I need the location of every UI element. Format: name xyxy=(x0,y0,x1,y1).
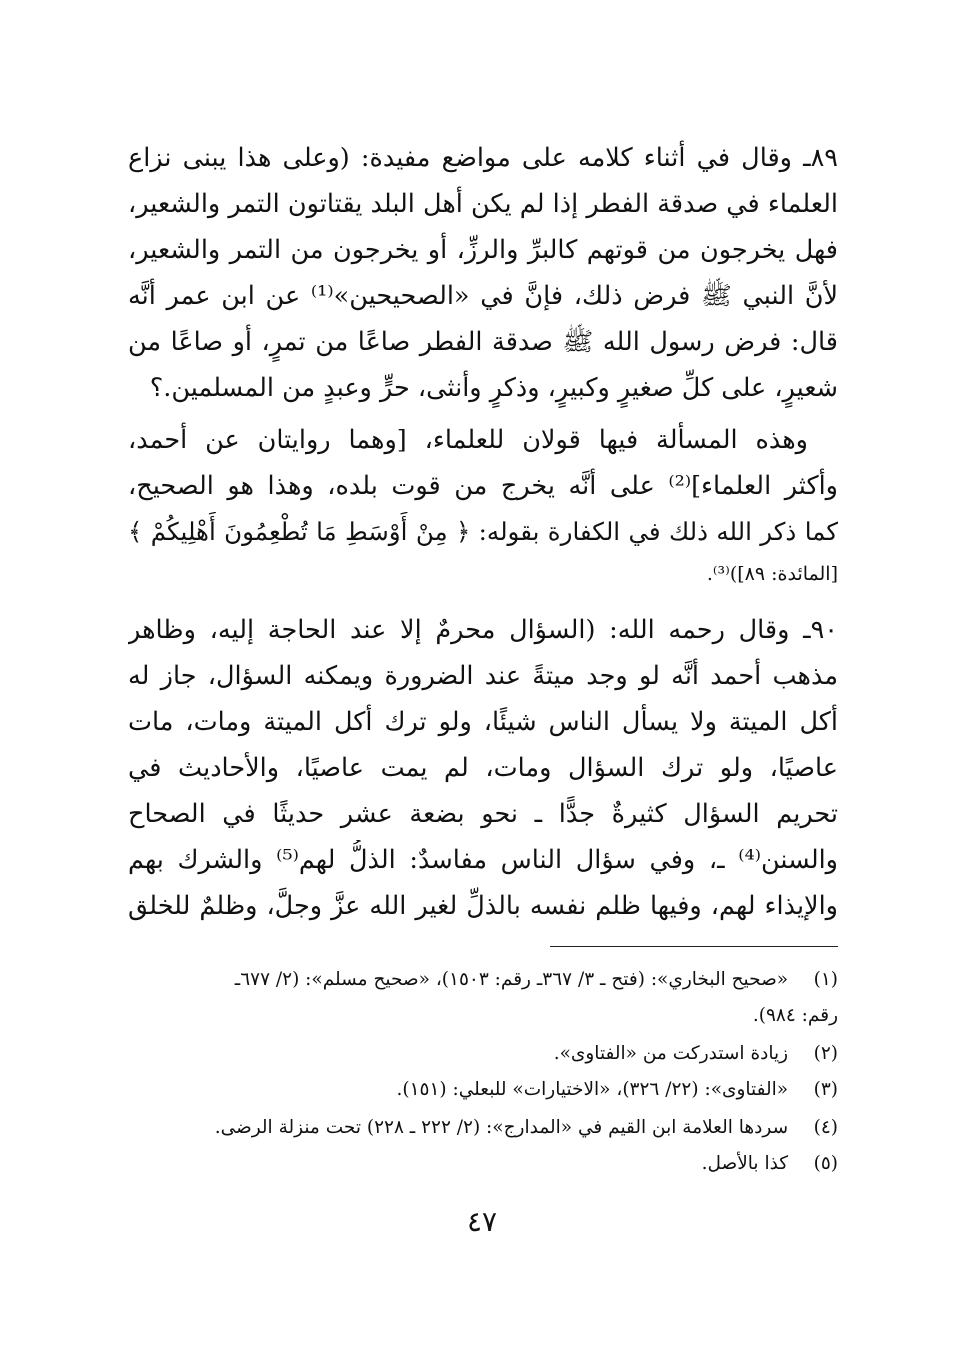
footnote-number: (٥) xyxy=(813,1153,838,1174)
footnote-text: سردها العلامة ابن القيم في «المدارج»: (٢/ ٢٢٢ ـ ٢٢٨) تحت منزلة الرضى. xyxy=(214,1117,789,1138)
text-line: وهذه المسألة فيها قولان للعلماء، [وهما روايتان عن أحمد، xyxy=(128,425,808,455)
text-line: العلماء في صدقة الفطر إذا لم يكن أهل البلد يقتاتون التمر والشعير، xyxy=(128,189,838,219)
text-line: عاصيًا، ولو ترك السؤال ومات، لم يمت عاصيًا، والأحاديث في xyxy=(128,753,838,783)
text-line: تحريم السؤال كثيرةٌ جدًّا ـ نحو بضعة عشر حديثًا في الصحاح xyxy=(128,799,838,829)
footnote-5 xyxy=(128,1150,838,1178)
footnote-4 xyxy=(128,1114,838,1142)
text-line: والإيذاء لهم، وفيها ظلم نفسه بالذلِّ لغير الله عزَّ وجلَّ، وظلمٌ للخلق xyxy=(128,891,838,921)
footnote-text: كذا بالأصل. xyxy=(701,1153,789,1174)
text-line: فهل يخرجون من قوتهم كالبرِّ والرزِّ، أو يخرجون من التمر والشعير، xyxy=(128,235,838,265)
footnote-1 xyxy=(128,966,838,994)
footnote-number: (١) xyxy=(813,969,838,990)
quran-verse-line: كما ذكر الله ذلك في الكفارة بقوله: ﴿ مِنْ أَوْسَطِ مَا تُطْعِمُونَ أَهْلِيكُمْ ﴾ xyxy=(128,517,838,546)
footnote-text: «صحيح البخاري»: (فتح ـ ٣/ ٣٦٧ـ رقم: ١٥٠٣)، «صحيح مسلم»: (٢/ ٦٧٧ـ xyxy=(234,969,789,990)
citation-line: [المائدة: ٨٩])⁽³⁾. xyxy=(706,563,838,585)
text-line: وأكثر العلماء]⁽²⁾ على أنَّه يخرج من قوت بلده، وهذا هو الصحيح، xyxy=(128,471,838,501)
text-line: ٨٩ـ وقال في أثناء كلامه على مواضع مفيدة: (وعلى هذا يبنى نزاع xyxy=(128,143,838,173)
text-line: والسنن⁽⁴⁾ ـ، وفي سؤال الناس مفاسدٌ: الذلُّ لهم⁽⁵⁾ والشرك بهم xyxy=(128,845,838,875)
footnote-number: (٢) xyxy=(813,1043,838,1064)
text-line: مذهب أحمد أنَّه لو وجد ميتةً عند الضرورة ويمكنه السؤال، جاز له xyxy=(128,661,838,691)
text-line: قال: فرض رسول الله ﷺ صدقة الفطر صاعًا من تمرٍ، أو صاعًا من xyxy=(128,327,838,357)
footnote-number: (٤) xyxy=(813,1117,838,1138)
footnote-2 xyxy=(128,1040,838,1068)
text-line: لأنَّ النبي ﷺ فرض ذلك، فإنَّ في «الصحيحين»⁽¹⁾ عن ابن عمر أنَّه xyxy=(128,281,838,311)
footnote-separator xyxy=(550,946,838,947)
footnote-number: (٣) xyxy=(813,1079,838,1100)
footnote-1-continuation xyxy=(128,1002,882,1030)
footnote-text: زيادة استدركت من «الفتاوى». xyxy=(553,1043,789,1064)
footnote-3 xyxy=(128,1076,838,1104)
text-line: ٩٠ـ وقال رحمه الله: (السؤال محرمٌ إلا عند الحاجة إليه، وظاهر xyxy=(128,615,838,645)
footnote-text: «الفتاوى»: (٢٢/ ٣٢٦)، «الاختيارات» للبعلي: (١٥١). xyxy=(396,1079,789,1100)
text-line: أكل الميتة ولا يسأل الناس شيئًا، ولو ترك أكل الميتة ومات، مات xyxy=(128,707,838,737)
text-line: شعيرٍ، على كلِّ صغيرٍ وكبيرٍ، وذكرٍ وأنثى، حرٍّ وعبدٍ من المسلمين.؟ xyxy=(149,373,838,403)
page-number: ٤٧ xyxy=(466,1205,498,1238)
footnote-text: رقم: ٩٨٤). xyxy=(752,1005,838,1026)
